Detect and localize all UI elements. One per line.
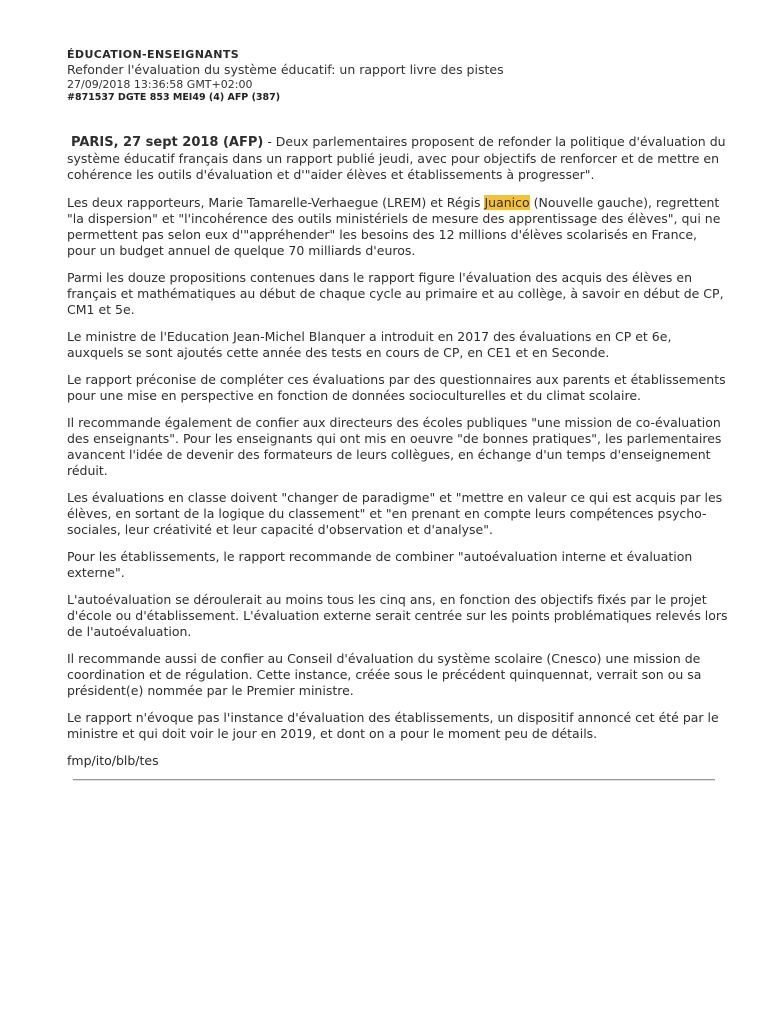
footer-divider xyxy=(73,779,715,781)
highlighted-name: Juanico xyxy=(484,195,530,210)
section-label: ÉDUCATION-ENSEIGNANTS xyxy=(67,48,240,61)
article-body xyxy=(67,134,728,781)
paragraph-2 xyxy=(67,195,728,259)
dispatch-header xyxy=(67,48,728,104)
paragraph-2-end: (Nouvelle gauche), regrettent "la dispersion" et "l'incohérence des outils ministériels de mesure des apprentissage des élèves", qui ne permettent pas selon eux d'"appréhender" les besoins des 12 millions d'élèves scolarisés en France, pour un budget annuel de quelque 70 milliards d'euros. xyxy=(67,195,721,258)
dateline: PARIS, 27 sept 2018 (AFP) xyxy=(70,135,264,150)
headline: Refonder l'évaluation du système éducatif: un rapport livre des pistes xyxy=(67,62,504,77)
dispatch-reference: #871537 DGTE 853 MEI49 (4) AFP (387) xyxy=(67,92,281,103)
lead-paragraph xyxy=(67,134,728,183)
paragraph-9: L'autoévaluation se déroulerait au moins tous les cinq ans, en fonction des objectifs fixés par le projet d'école ou d'établissement. L'évaluation externe serait centrée sur les points problématiques relevés lors de l'autoévaluation. xyxy=(67,592,728,639)
paragraph-5: Le rapport préconise de compléter ces évaluations par des questionnaires aux parents et établissements pour une mise en perspective en fonction de données socioculturelles et du climat scolaire. xyxy=(67,372,726,403)
dispatch-datetime: 27/09/2018 13:36:58 GMT+02:00 xyxy=(67,78,253,91)
paragraph-7: Les évaluations en classe doivent "changer de paradigme" et "mettre en valeur ce qui est acquis par les élèves, en sortant de la logique du classement" et "en prenant en compte leurs compétences psycho-sociales, leur créativité et leur capacité d'observation et d'analyse". xyxy=(67,490,723,537)
paragraph-10: Il recommande aussi de confier au Conseil d'évaluation du système scolaire (Cnesco) une mission de coordination et de régulation. Cette instance, créée sous le précédent quinquennat, verrait son ou sa président(e) nommée par le Premier ministre. xyxy=(67,651,702,698)
paragraph-6: Il recommande également de confier aux directeurs des écoles publiques "une mission de co-évaluation des enseignants". Pour les enseignants qui ont mis en oeuvre "de bonnes pratiques", les parlementaires avancent l'idée de devenir des formateurs de leurs collègues, en échange d'un temps d'enseignement réduit. xyxy=(67,415,722,478)
author-signature: fmp/ito/blb/tes xyxy=(67,753,159,768)
paragraph-11: Le rapport n'évoque pas l'instance d'évaluation des établissements, un dispositif annoncé cet été par le ministre et qui doit voir le jour en 2019, et dont on a pour le moment peu de détails. xyxy=(67,710,719,741)
paragraph-3: Parmi les douze propositions contenues dans le rapport figure l'évaluation des acquis des élèves en français et mathématiques au début de chaque cycle au primaire et au collège, à savoir en début de CP, CM1 et 5e. xyxy=(67,270,724,317)
paragraph-2-start: Les deux rapporteurs, Marie Tamarelle-Verhaegue (LREM) et Régis xyxy=(67,195,485,210)
paragraph-8: Pour les établissements, le rapport recommande de combiner "autoévaluation interne et évaluation externe". xyxy=(67,549,693,580)
paragraph-4: Le ministre de l'Education Jean-Michel Blanquer a introduit en 2017 des évaluations en CP et 6e, auxquels se sont ajoutés cette année des tests en cours de CP, en CE1 et en Seconde. xyxy=(67,329,672,360)
lead-text: - Deux parlementaires proposent de refonder la politique d'évaluation du système éducatif français dans un rapport publié jeudi, avec pour objectifs de renforcer et de mettre en cohérence les outils d'évaluation et d'"aider élèves et établissements à progresser". xyxy=(67,134,726,182)
